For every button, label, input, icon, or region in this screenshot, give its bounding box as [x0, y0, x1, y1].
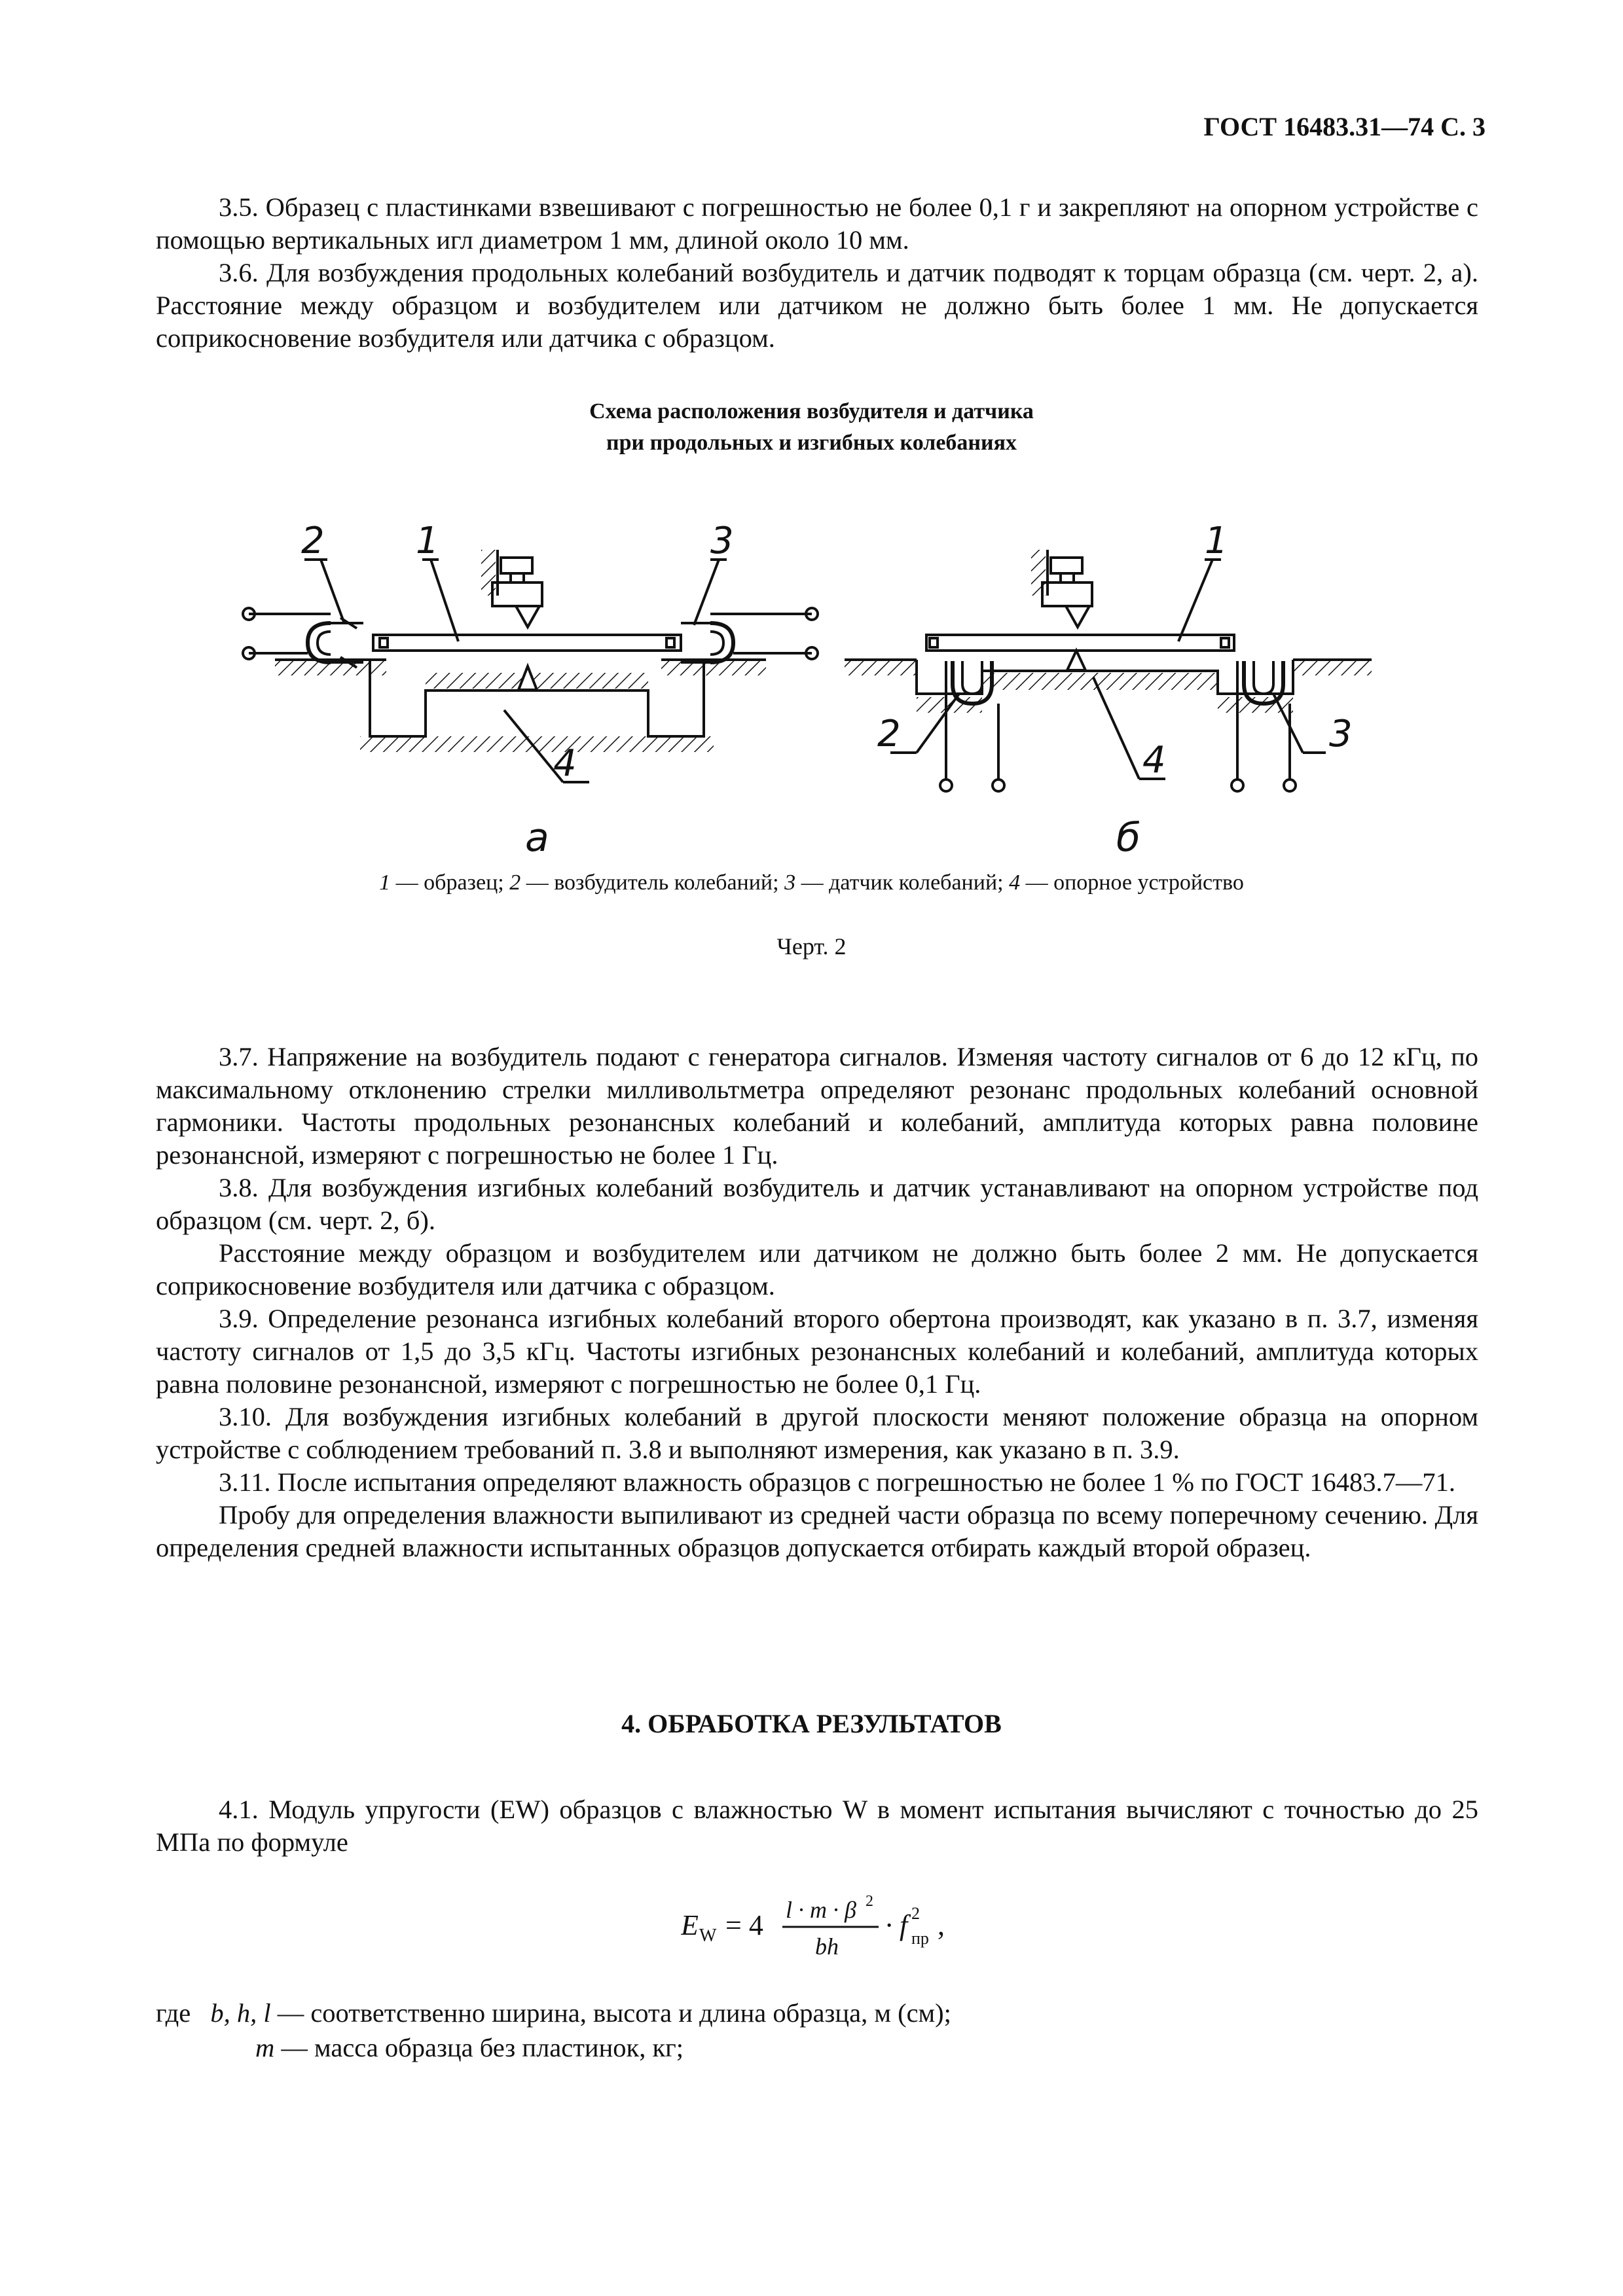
paragraph-3-11: 3.11. После испытания определяют влажность образцов с погрешностью не более 1 % по ГОСТ 16483.7—71. [219, 1467, 1455, 1497]
legend-text-1: — образец; [390, 870, 510, 895]
label-a-1: 1 [416, 520, 439, 562]
page-header: ГОСТ 16483.31—74 С. 3 [1203, 112, 1486, 141]
figure-title-line-1: Схема расположения возбудителя и датчика [589, 399, 1034, 423]
formula-lhs-sub: W [699, 1926, 717, 1946]
figure-legend [0, 870, 1623, 895]
formula-numerator: l · m · β [786, 1897, 856, 1923]
specimen-bar-a [373, 635, 681, 651]
label-a-3: 3 [710, 520, 734, 562]
label-b-1: 1 [1205, 520, 1228, 562]
diagram-a [243, 550, 818, 782]
paragraph-3-7: 3.7. Напряжение на возбудитель подают с генератора сигналов. Изменяя частоту сигналов от 6 до 12 кГц, по максимальному отклонению стрелки милливольтметра определяют резонанс продольных колебаний основной гармоники. Частоты продольных резонансных колебаний и колебаний, амплитуда которых равна половине резонансной, измеряют с погрешностью не более 1 Гц. [156, 1042, 1478, 1170]
legend-text-4: — опорное устройство [1020, 870, 1244, 895]
where-line-2 [255, 2032, 1578, 2063]
label-b-3: 3 [1329, 713, 1353, 755]
where-text-1: — соответственно ширина, высота и длина образца, м (см); [270, 1998, 951, 2028]
label-a-4: 4 [553, 742, 577, 785]
scheme-svg [223, 497, 1401, 864]
paragraphs-mid [156, 1041, 1478, 1564]
formula-svg [681, 1892, 1008, 1964]
where-vars-1: b, h, l [210, 1998, 271, 2028]
where-text-2: — масса образца без пластинок, кг; [274, 2033, 684, 2062]
formula-num-sup: 2 [866, 1893, 873, 1910]
where-vars-2: m [255, 2033, 275, 2062]
formula-tail: , [938, 1909, 945, 1941]
paragraph-4-1-block [156, 1793, 1478, 1859]
figure-title [0, 396, 1623, 459]
label-b-4: 4 [1142, 739, 1166, 781]
label-sub-b: б [1116, 815, 1141, 861]
figure-caption: Черт. 2 [776, 933, 847, 960]
paragraphs-top [156, 191, 1478, 355]
formula-rhs-sub: пр [911, 1929, 929, 1948]
label-sub-a: а [525, 815, 549, 861]
paragraph-3-8: 3.8. Для возбуждения изгибных колебаний возбудитель и датчик устанавливают на опорном устройстве под образцом (см. черт. 2, б). [156, 1173, 1478, 1235]
legend-text-3: — датчик колебаний; [795, 870, 1010, 895]
paragraph-3-11-cont: Пробу для определения влажности выпиливают из средней части образца по всему поперечному сечению. Для определения средней влажности испытанных образцов допускается отбирать каждый второй образец. [156, 1500, 1478, 1562]
formula-eq: = 4 [725, 1909, 763, 1941]
specimen-bar-b [926, 635, 1234, 651]
figure-diagram [223, 497, 1401, 864]
paragraph-3-6: 3.6. Для возбуждения продольных колебаний возбудитель и датчик подводят к торцам образца (см. черт. 2, а). Расстояние между образцом и возбудителем или датчиком не должно быть более 1 мм. Не допускается соприкосновение возбудителя или датчика с образцом. [156, 258, 1478, 353]
paragraph-3-9: 3.9. Определение резонанса изгибных колебаний второго обертона производят, как указано в п. 3.7, изменяя частоту сигналов от 1,5 до 3,5 кГц. Частоты изгибных резонансных колебаний и колебаний, амплитуда которых равна половине резонансной, измеряют с погрешностью не более 0,1 Гц. [156, 1304, 1478, 1399]
legend-num-1: 1 [379, 870, 391, 895]
formula-lhs: E [681, 1909, 699, 1941]
legend-num-3: 3 [784, 870, 796, 895]
figure-title-line-2: при продольных и изгибных колебаниях [606, 431, 1017, 455]
legend-num-2: 2 [509, 870, 521, 895]
paragraph-3-5: 3.5. Образец с пластинками взвешивают с погрешностью не более 0,1 г и закрепляют на опорном устройстве с помощью вертикальных игл диаметром 1 мм, длиной около 10 мм. [156, 192, 1478, 255]
legend-num-4: 4 [1009, 870, 1021, 895]
label-a-2: 2 [301, 520, 325, 562]
formula-rhs: · f [885, 1909, 908, 1941]
paragraph-3-8-cont: Расстояние между образцом и возбудителем или датчиком не должно быть более 2 мм. Не допускается соприкосновение возбудителя или датчика с образцом. [156, 1238, 1478, 1300]
diagram-b [845, 550, 1372, 791]
paragraph-4-1: 4.1. Модуль упругости (EW) образцов с влажностью W в момент испытания вычисляют с точностью до 25 МПа по формуле [156, 1795, 1478, 1857]
formula-denominator: bh [815, 1933, 839, 1960]
support-a [370, 660, 704, 736]
where-line-1 [156, 1998, 1478, 2028]
paragraph-3-10: 3.10. Для возбуждения изгибных колебаний в другой плоскости меняют положение образца на опорном устройстве с соблюдением требований п. 3.8 и выполняют измерения, как указано в п. 3.9. [156, 1402, 1478, 1464]
legend-text-2: — возбудитель колебаний; [520, 870, 785, 895]
formula-rhs-sup: 2 [911, 1904, 920, 1923]
label-b-2: 2 [877, 713, 901, 755]
where-lead: где [156, 1998, 191, 2028]
formula [681, 1892, 1008, 1964]
section-title: 4. ОБРАБОТКА РЕЗУЛЬТАТОВ [621, 1709, 1002, 1738]
